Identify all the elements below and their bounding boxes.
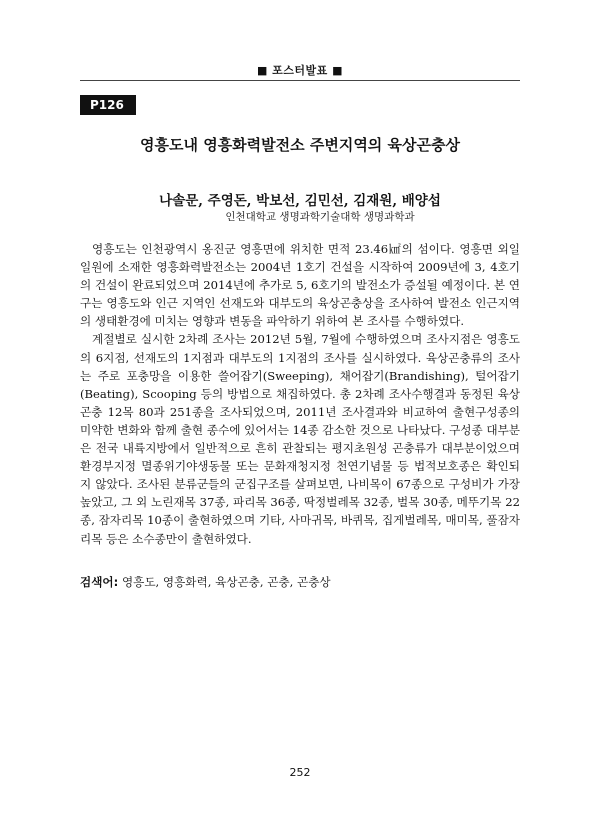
abstract-paragraph: 영흥도는 인천광역시 옹진군 영흥면에 위치한 면적 23.46㎢의 섬이다. 영흥면 외일 일원에 소재한 영흥화력발전소는 2004년 1호기 건설을 시작하여 2009년에 3, 4호기의 건설이 완료되었으며 2014년에 추가로 5, 6호기의 발전소가 증설될 예정이다. 본 연구는 영흥도와 인근 지역인 선재도와 대부도의 육상곤충상을 조사하여 발전소 인근지역의 생태환경에 미치는 영향과 변동을 파악하기 위하여 본 조사를 수행하였다.	[80, 242, 520, 329]
abstract-paragraph: 계절별로 실시한 2차례 조사는 2012년 5월, 7월에 수행하였으며 조사지점은 영흥도의 6지점, 선재도의 1지점과 대부도의 1지점의 조사를 실시하였다. 육상곤충류의 조사는 주로 포충망을 이용한 쓸어잡기(Sweeping), 채어잡기(Brandishing), 털어잡기(Beating), Scooping 등의 방법으로 채집하였다. 총 2차례 조사수행결과 동정된 육상곤충 12목 80과 251종을 조사되었으며, 2011년 조사결과와 비교하여 출현구성종의 미약한 변화와 함께 출현 종수에 있어서는 14종 감소한 것으로 나타났다. 구성종 대부분은 전국 내륙지방에서 일반적으로 흔히 관찰되는 평지초원성 곤충류가 대부분이었으며 환경부지정 멸종위기야생동물 또는 문화재청지정 천연기념물 등 법적보호종은 확인되지 않았다. 조사된 분류군들의 군집구조를 살펴보면, 나비목이 67종으로 구성비가 가장 높았고, 그 외 노린재목 37종, 파리목 36종, 딱정벌레목 32종, 벌목 30종, 메뚜기목 22종, 잠자리목 10종이 출현하였으며 기타, 사마귀목, 바퀴목, 집게벌레목, 매미목, 풀잠자리목 등은 소수종만이 출현하였다.	[80, 332, 520, 546]
affiliation: 인천대학교 생명과학기술대학 생명과학과	[225, 211, 415, 223]
header-divider	[80, 80, 520, 81]
keywords-value: 영흥도, 영흥화력, 육상곤충, 곤충, 곤충상	[121, 575, 331, 589]
keywords-line	[80, 574, 520, 590]
page-number: 252	[289, 766, 311, 779]
section-header: ■ 포스터발표 ■	[256, 64, 344, 77]
paper-title: 영흥도내 영흥화력발전소 주변지역의 육상곤충상	[140, 136, 460, 154]
abstract-body	[80, 240, 520, 548]
author-list: 나솔문, 주영돈, 박보선, 김민선, 김재원, 배양섭	[159, 193, 441, 209]
poster-id-badge: P126	[80, 95, 136, 115]
keywords-label: 검색어:	[80, 575, 119, 589]
